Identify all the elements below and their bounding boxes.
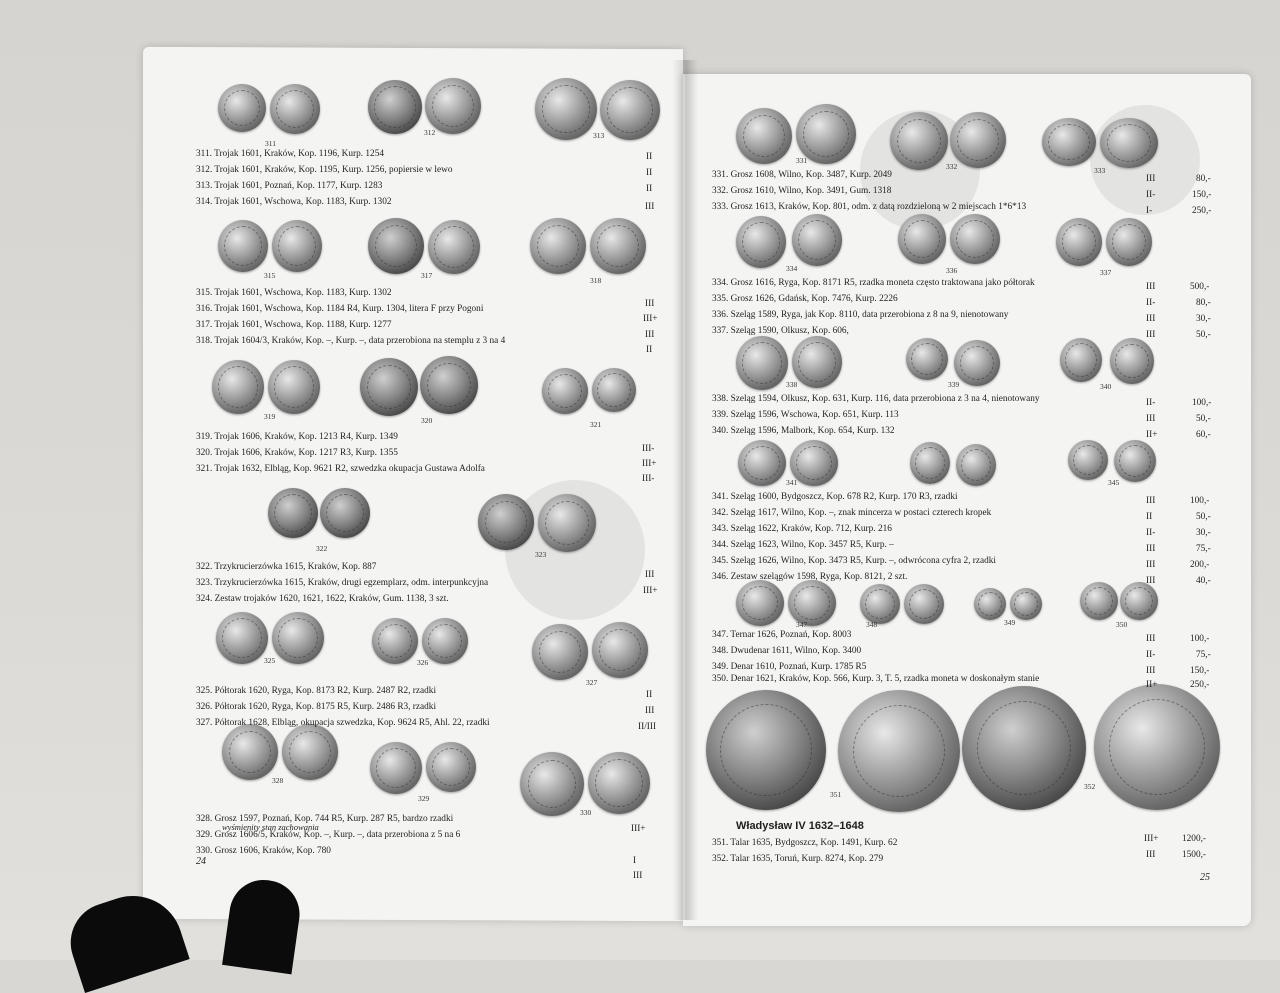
lot-entry: 343. Szeląg 1622, Kraków, Kop. 712, Kurp. 216 — [712, 524, 892, 534]
lot-grade: III — [645, 570, 655, 580]
coin-image — [538, 494, 596, 552]
lot-entry: 311. Trojak 1601, Kraków, Kop. 1196, Kurp. 1254 — [196, 149, 384, 159]
coin-label: 320 — [421, 416, 433, 425]
coin-image — [532, 624, 588, 680]
coin-label: 348 — [866, 620, 878, 629]
lot-grade: III- — [642, 444, 655, 454]
lot-entry: 335. Grosz 1626, Gdańsk, Kop. 7476, Kurp. 2226 — [712, 294, 898, 304]
lot-grade: II- — [1146, 398, 1156, 408]
coin-label: 338 — [786, 380, 798, 389]
coin-label: 326 — [417, 658, 429, 667]
coin-image — [370, 742, 422, 794]
coin-image — [956, 444, 996, 486]
coin-image — [738, 440, 786, 486]
lot-entry: 352. Talar 1635, Toruń, Kurp. 8274, Kop. 279 — [712, 854, 884, 864]
coin-image — [592, 622, 648, 678]
lot-entry: 342. Szeląg 1617, Wilno, Kop. –, znak mincerza w postaci czterech kropek — [712, 508, 992, 518]
coin-label: 319 — [264, 412, 276, 421]
coin-image — [838, 690, 960, 812]
lot-subnote: wyśmienity stan zachowania — [222, 822, 319, 832]
coin-label: 336 — [946, 266, 958, 275]
lot-price: 100,- — [1190, 634, 1210, 644]
lot-price: 30,- — [1196, 528, 1211, 538]
lot-grade: III+ — [1144, 834, 1159, 844]
lot-price: 75,- — [1196, 544, 1211, 554]
lot-grade: III — [1146, 330, 1156, 340]
coin-label: 333 — [1094, 166, 1106, 175]
coin-image — [428, 220, 480, 274]
coin-label: 352 — [1084, 782, 1096, 791]
coin-label: 321 — [590, 420, 602, 429]
lot-grade: III — [1146, 576, 1156, 586]
lot-entry: 316. Trojak 1601, Wschowa, Kop. 1184 R4, Kurp. 1304, litera F przy Pogoni — [196, 304, 484, 314]
coin-label: 339 — [948, 380, 960, 389]
coin-image — [422, 618, 468, 664]
coin-image — [600, 80, 660, 140]
lot-grade: III — [645, 706, 655, 716]
lot-entry: 349. Denar 1610, Poznań, Kurp. 1785 R5 — [712, 662, 867, 672]
coin-image — [736, 580, 784, 626]
lot-grade: III — [1146, 666, 1156, 676]
lot-price: 80,- — [1196, 174, 1211, 184]
coin-image — [372, 618, 418, 664]
lot-entry: 329. Grosz 1606/5, Kraków, Kop. –, Kurp. –, data przerobiona z 5 na 6 — [196, 830, 461, 840]
coin-image — [1094, 684, 1220, 810]
lot-grade: III+ — [631, 824, 646, 834]
coin-label: 328 — [272, 776, 284, 785]
lot-entry: 348. Dwudenar 1611, Wilno, Kop. 3400 — [712, 646, 862, 656]
lot-grade: II/III — [638, 722, 657, 732]
coin-image — [222, 724, 278, 780]
coin-label: 347 — [796, 620, 808, 629]
coin-image — [360, 358, 418, 416]
coin-image — [1106, 218, 1152, 266]
lot-price: 1500,- — [1182, 850, 1207, 860]
lot-entry: 322. Trzykrucierzówka 1615, Kraków, Kop. 887 — [196, 562, 377, 572]
lot-grade: II — [646, 345, 653, 355]
lot-price: 80,- — [1196, 298, 1211, 308]
lot-grade: III — [645, 330, 655, 340]
coin-image — [890, 112, 948, 170]
lot-grade: III+ — [643, 586, 658, 596]
coin-label: 351 — [830, 790, 842, 799]
coin-label: 334 — [786, 264, 798, 273]
lot-price: 200,- — [1190, 560, 1210, 570]
lot-entry: 337. Szeląg 1590, Olkusz, Kop. 606, — [712, 326, 849, 336]
lot-grade: II+ — [1146, 680, 1158, 690]
lot-entry: 312. Trojak 1601, Kraków, Kop. 1195, Kurp. 1256, popiersie w lewo — [196, 165, 453, 175]
coin-image — [592, 368, 636, 412]
coin-image — [530, 218, 586, 274]
coin-image — [962, 686, 1086, 810]
coin-label: 318 — [590, 276, 602, 285]
coin-image — [974, 588, 1006, 620]
coin-image — [950, 214, 1000, 264]
lot-entry: 336. Szeląg 1589, Ryga, jak Kop. 8110, data przerobiona z 8 na 9, nienotowany — [712, 310, 1009, 320]
lot-entry: 351. Talar 1635, Bydgoszcz, Kop. 1491, Kurp. 62 — [712, 838, 898, 848]
coin-label: 345 — [1108, 478, 1120, 487]
page-number-right: 25 — [1200, 872, 1210, 883]
coin-label: 349 — [1004, 618, 1016, 627]
lot-entry: 334. Grosz 1616, Ryga, Kop. 8171 R5, rzadka moneta często traktowana jako półtorak — [712, 278, 1035, 288]
coin-image — [425, 78, 481, 134]
lot-price: 60,- — [1196, 430, 1211, 440]
lot-grade: III+ — [643, 314, 658, 324]
lot-price: 1200,- — [1182, 834, 1207, 844]
lot-grade: III — [1146, 850, 1156, 860]
lot-grade: II — [646, 184, 653, 194]
coin-image — [906, 338, 948, 380]
lot-price: 50,- — [1196, 330, 1211, 340]
lot-price: 50,- — [1196, 512, 1211, 522]
coin-label: 341 — [786, 478, 798, 487]
coin-label: 350 — [1116, 620, 1128, 629]
coin-image — [478, 494, 534, 550]
coin-label: 329 — [418, 794, 430, 803]
lot-grade: III — [1146, 560, 1156, 570]
lot-entry: 315. Trojak 1601, Wschowa, Kop. 1183, Kurp. 1302 — [196, 288, 392, 298]
coin-label: 317 — [421, 271, 433, 280]
coin-image — [590, 218, 646, 274]
lot-entry: 324. Zestaw trojaków 1620, 1621, 1622, Kraków, Gum. 1138, 3 szt. — [196, 594, 449, 604]
coin-image — [1068, 440, 1108, 480]
coin-label: 330 — [580, 808, 592, 817]
coin-label: 325 — [264, 656, 276, 665]
lot-entry: 313. Trojak 1601, Poznań, Kop. 1177, Kurp. 1283 — [196, 181, 383, 191]
lot-grade: II- — [1146, 528, 1156, 538]
lot-entry: 327. Półtorak 1628, Elbląg, okupacja szwedzka, Kop. 9624 R5, Ahl. 22, rzadki — [196, 718, 490, 728]
lot-grade: III — [1146, 634, 1156, 644]
lot-price: 150,- — [1190, 666, 1210, 676]
coin-image — [218, 84, 266, 132]
lot-entry: 321. Trojak 1632, Elbląg, Kop. 9621 R2, szwedzka okupacja Gustawa Adolfa — [196, 464, 485, 474]
lot-price: 250,- — [1190, 680, 1210, 690]
lot-grade: III — [1146, 314, 1156, 324]
coin-label: 311 — [265, 139, 276, 148]
lot-entry: 350. Denar 1621, Kraków, Kop. 566, Kurp. 3, T. 5, rzadka moneta w doskonałym stanie — [712, 674, 1040, 684]
lot-grade: II- — [1146, 298, 1156, 308]
coin-label: 340 — [1100, 382, 1112, 391]
coin-image — [792, 336, 842, 388]
coin-image — [216, 612, 268, 664]
coin-image — [898, 214, 946, 264]
lot-entry: 320. Trojak 1606, Kraków, Kop. 1217 R3, Kurp. 1355 — [196, 448, 398, 458]
lot-entry: 317. Trojak 1601, Wschowa, Kop. 1188, Kurp. 1277 — [196, 320, 392, 330]
book-gutter — [672, 60, 698, 920]
coin-label: 331 — [796, 156, 808, 165]
lot-price: 30,- — [1196, 314, 1211, 324]
coin-image — [736, 336, 788, 390]
lot-grade: II- — [1146, 190, 1156, 200]
lot-grade: II — [646, 168, 653, 178]
lot-grade: II — [646, 152, 653, 162]
coin-image — [268, 488, 318, 538]
coin-image — [706, 690, 826, 810]
coin-image — [542, 368, 588, 414]
coin-image — [218, 220, 268, 272]
lot-entry: 341. Szeląg 1600, Bydgoszcz, Kop. 678 R2, Kurp. 170 R3, rzadki — [712, 492, 958, 502]
lot-entry: 339. Szeląg 1596, Wschowa, Kop. 651, Kurp. 113 — [712, 410, 899, 420]
lot-grade: III — [633, 871, 643, 881]
lot-price: 100,- — [1190, 496, 1210, 506]
lot-grade: III+ — [642, 459, 657, 469]
lot-price: 40,- — [1196, 576, 1211, 586]
coin-image — [904, 584, 944, 624]
coin-image — [212, 360, 264, 414]
lot-grade: III — [1146, 544, 1156, 554]
coin-image — [736, 216, 786, 268]
coin-image — [282, 724, 338, 780]
coin-image — [272, 612, 324, 664]
lot-entry: 314. Trojak 1601, Wschowa, Kop. 1183, Kurp. 1302 — [196, 197, 392, 207]
coin-image — [1060, 338, 1102, 382]
coin-label: 337 — [1100, 268, 1112, 277]
lot-price: 75,- — [1196, 650, 1211, 660]
lot-price: 100,- — [1192, 398, 1212, 408]
coin-label: 323 — [535, 550, 547, 559]
lot-entry: 319. Trojak 1606, Kraków, Kop. 1213 R4, Kurp. 1349 — [196, 432, 398, 442]
lot-entry: 326. Półtorak 1620, Ryga, Kop. 8175 R5, Kurp. 2486 R3, rzadki — [196, 702, 437, 712]
coin-image — [268, 360, 320, 414]
coin-image — [736, 108, 792, 164]
coin-label: 315 — [264, 271, 276, 280]
coin-image — [1080, 582, 1118, 620]
lot-grade: III — [1146, 414, 1156, 424]
lot-entry: 346. Zestaw szelągów 1598, Ryga, Kop. 8121, 2 szt. — [712, 572, 908, 582]
coin-image — [860, 584, 900, 624]
coin-image — [954, 340, 1000, 386]
coin-image — [1114, 440, 1156, 482]
lot-price: 50,- — [1196, 414, 1211, 424]
section-heading: Władysław IV 1632–1648 — [736, 820, 864, 832]
coin-image — [1056, 218, 1102, 266]
coin-label: 313 — [593, 131, 605, 140]
lot-price: 250,- — [1192, 206, 1212, 216]
lot-grade: II — [1146, 512, 1153, 522]
coin-image — [1120, 582, 1158, 620]
coin-image — [950, 112, 1006, 168]
coin-image — [910, 442, 950, 484]
coin-image — [270, 84, 320, 134]
lot-grade: III — [1146, 496, 1156, 506]
lot-grade: III — [645, 202, 655, 212]
lot-grade: III — [1146, 282, 1156, 292]
lot-entry: 330. Grosz 1606, Kraków, Kop. 780 — [196, 846, 331, 856]
lot-price: 150,- — [1192, 190, 1212, 200]
lot-entry: 318. Trojak 1604/3, Kraków, Kop. –, Kurp. –, data przerobiona na stemplu z 3 na 4 — [196, 336, 506, 346]
lot-entry: 332. Grosz 1610, Wilno, Kop. 3491, Gum. 1318 — [712, 186, 892, 196]
coin-image — [368, 80, 422, 134]
coin-image — [272, 220, 322, 272]
lot-grade: II+ — [1146, 430, 1158, 440]
coin-label: 322 — [316, 544, 328, 553]
page-number-left: 24 — [196, 856, 206, 867]
lot-grade: II- — [1146, 650, 1156, 660]
coin-image — [426, 742, 476, 792]
coin-image — [1042, 118, 1096, 166]
coin-image — [520, 752, 584, 816]
coin-label: 312 — [424, 128, 436, 137]
coin-image — [368, 218, 424, 274]
lot-grade: III- — [642, 474, 655, 484]
coin-image — [1100, 118, 1158, 168]
lot-grade: I- — [1146, 206, 1153, 216]
lot-entry: 345. Szeląg 1626, Wilno, Kop. 3473 R5, Kurp. –, odwrócona cyfra 2, rzadki — [712, 556, 996, 566]
coin-image — [1110, 338, 1154, 384]
lot-grade: II — [646, 690, 653, 700]
lot-entry: 323. Trzykrucierzówka 1615, Kraków, drugi egzemplarz, odm. interpunkcyjna — [196, 578, 489, 588]
coin-image — [420, 356, 478, 414]
lot-price: 500,- — [1190, 282, 1210, 292]
coin-label: 332 — [946, 162, 958, 171]
lot-entry: 340. Szeląg 1596, Malbork, Kop. 654, Kurp. 132 — [712, 426, 895, 436]
lot-entry: 338. Szeląg 1594, Olkusz, Kop. 631, Kurp. 116, data przerobiona z 3 na 4, nienotowany — [712, 394, 1040, 404]
coin-image — [1010, 588, 1042, 620]
coin-label: 327 — [586, 678, 598, 687]
lot-grade: III — [645, 299, 655, 309]
coin-image — [792, 214, 842, 266]
coin-image — [588, 752, 650, 814]
lot-entry: 331. Grosz 1608, Wilno, Kop. 3487, Kurp. 2049 — [712, 170, 892, 180]
lot-entry: 347. Ternar 1626, Poznań, Kop. 8003 — [712, 630, 852, 640]
lot-entry: 325. Półtorak 1620, Ryga, Kop. 8173 R2, Kurp. 2487 R2, rzadki — [196, 686, 437, 696]
lot-entry: 328. Grosz 1597, Poznań, Kop. 744 R5, Kurp. 287 R5, bardzo rzadki — [196, 814, 454, 824]
lot-grade: III — [1146, 174, 1156, 184]
coin-image — [796, 104, 856, 164]
lot-entry: 333. Grosz 1613, Kraków, Kop. 801, odm. z datą rozdzieloną w 2 miejscach 1*6*13 — [712, 202, 1027, 212]
lot-grade: I — [633, 856, 637, 866]
coin-image — [535, 78, 597, 140]
coin-image — [320, 488, 370, 538]
lot-entry: 344. Szeląg 1623, Wilno, Kop. 3457 R5, Kurp. – — [712, 540, 894, 550]
